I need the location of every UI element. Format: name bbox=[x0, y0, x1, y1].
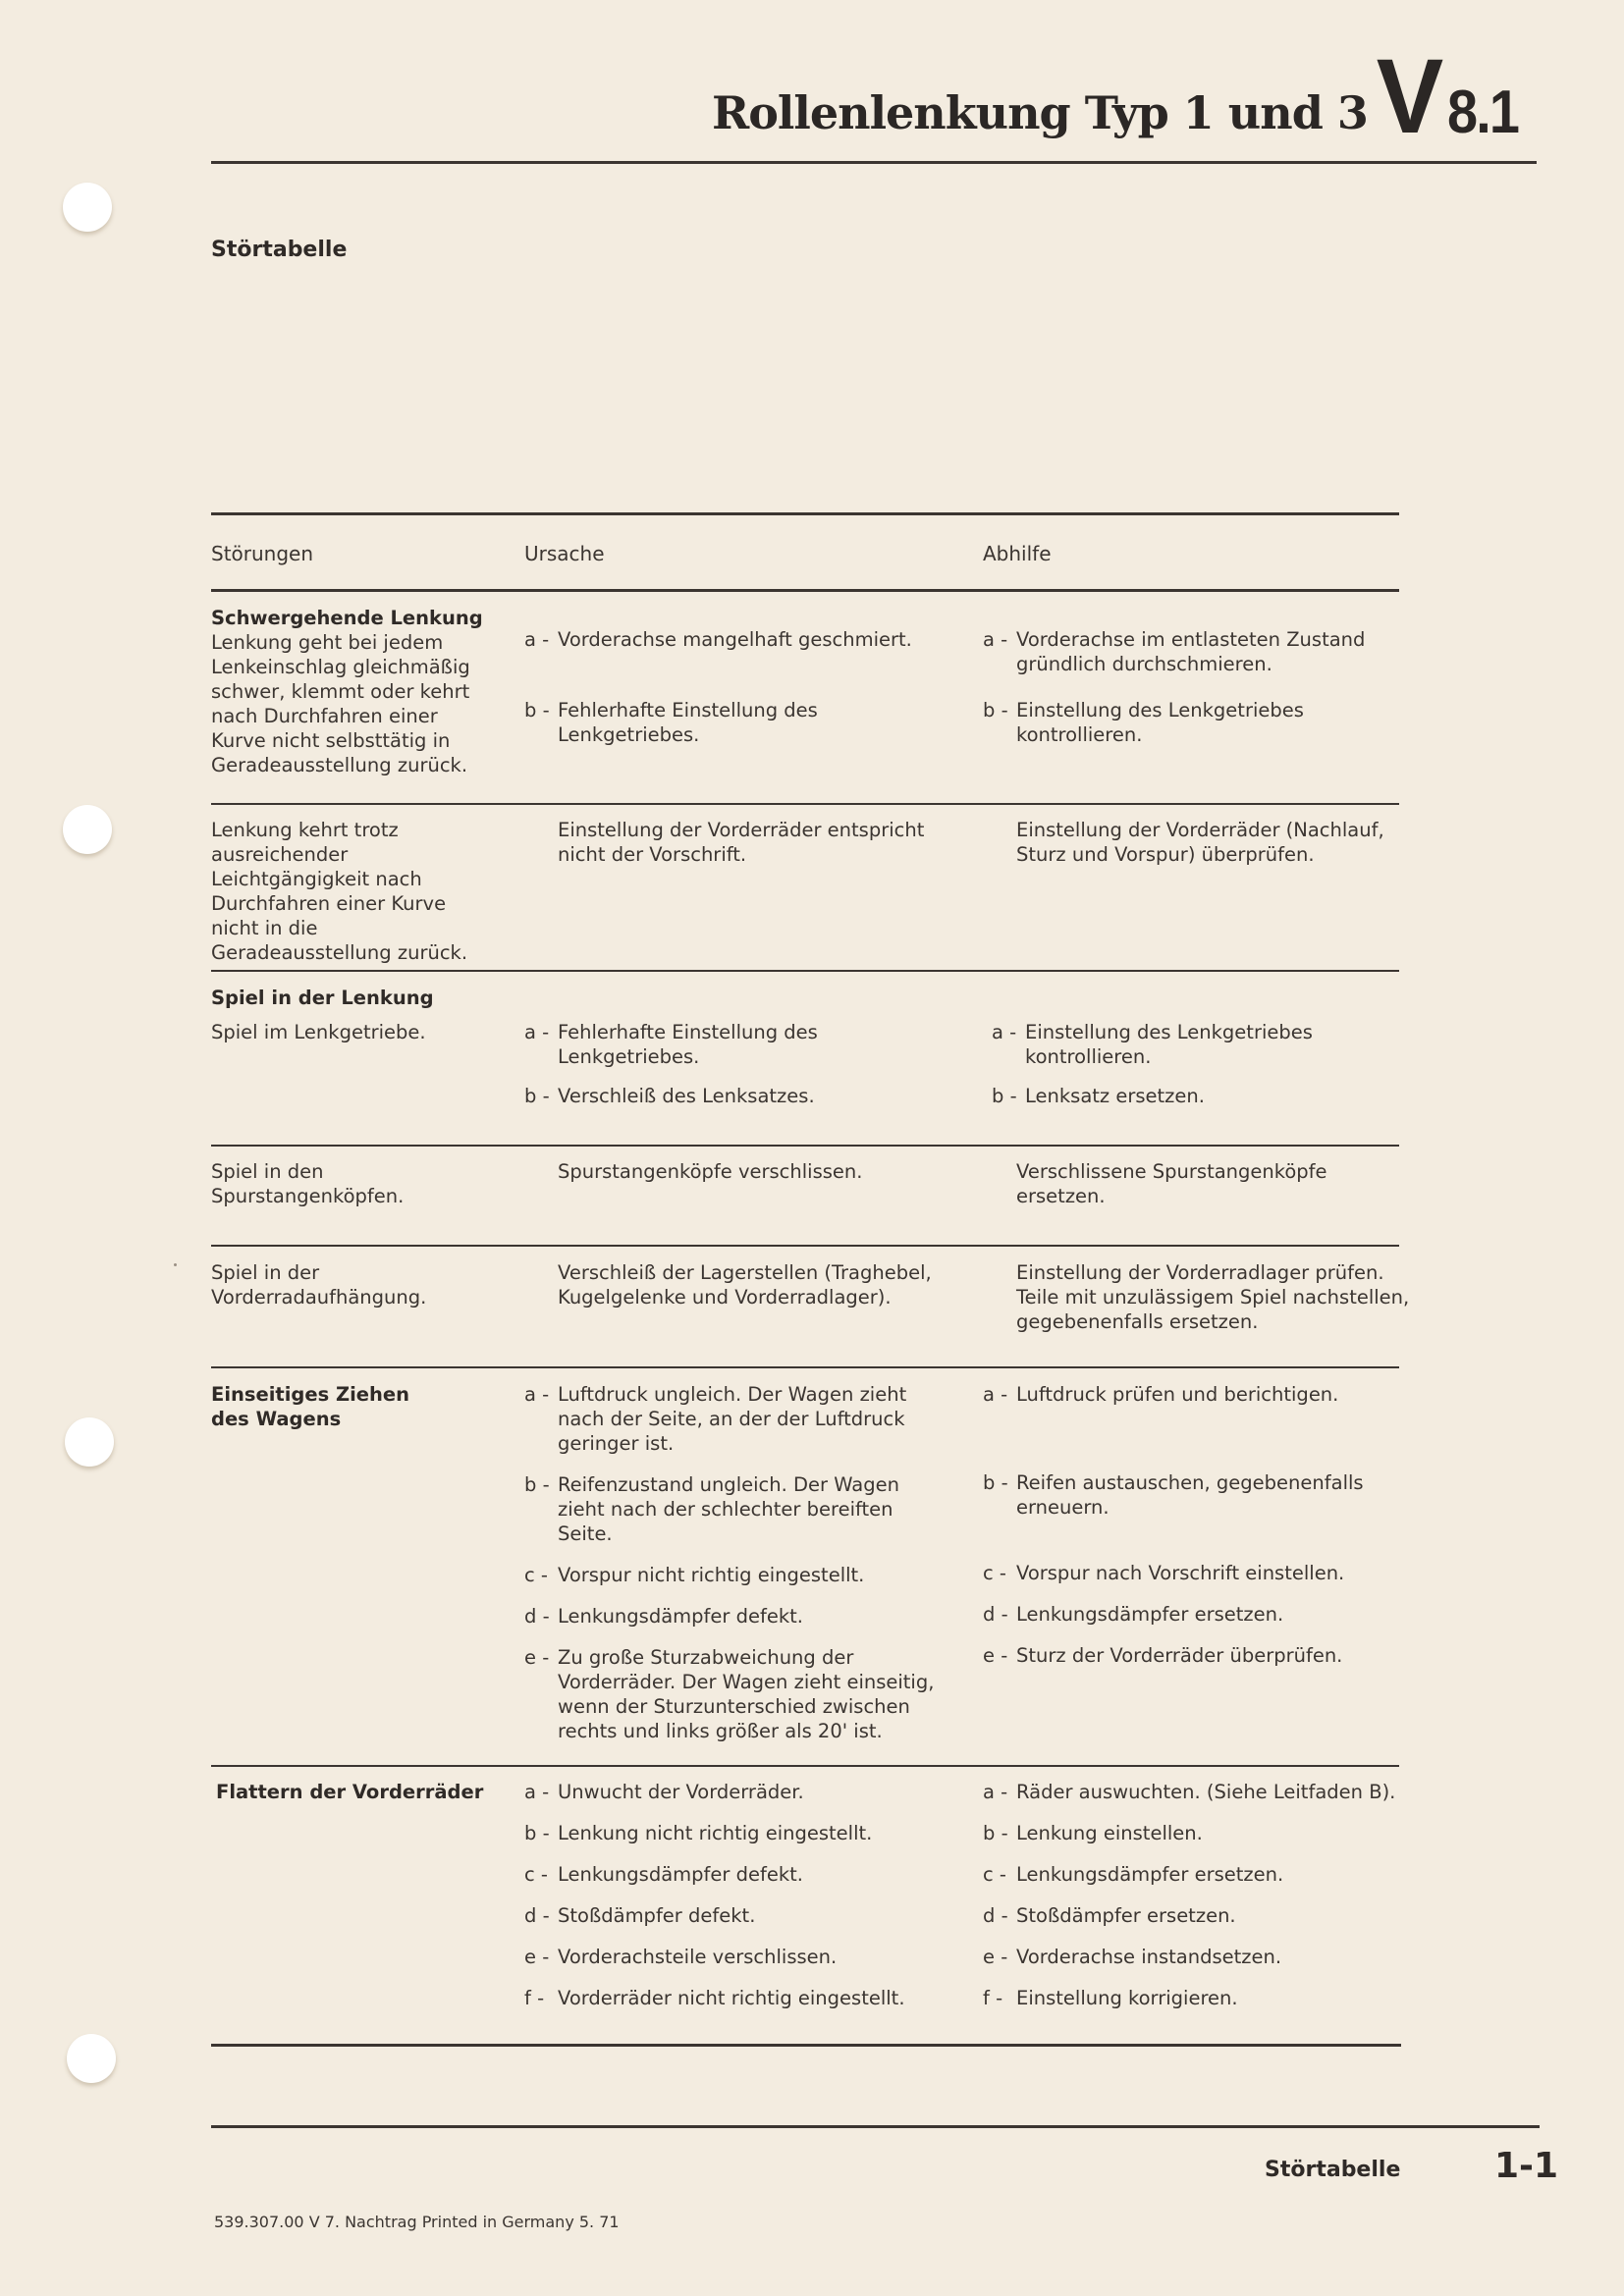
column-header-stoerungen: Störungen bbox=[211, 542, 314, 565]
abhilfe-item: e - Sturz der Vorderräder überprüfen. bbox=[983, 1644, 1343, 1667]
ursache-item: a - Vorderachse mangelhaft geschmiert. bbox=[524, 628, 912, 651]
ursache-item: c - Lenkungsdämpfer defekt. bbox=[524, 1863, 803, 1886]
table-top-rule bbox=[211, 512, 1399, 515]
imprint-line: 539.307.00 V 7. Nachtrag Printed in Germany 5. 71 bbox=[214, 2213, 620, 2231]
abhilfe-item: a - Luftdruck prüfen und berichtigen. bbox=[983, 1383, 1339, 1406]
row-divider bbox=[211, 1366, 1399, 1368]
ursache-item: a - Fehlerhafte Einstellung des Lenkgetriebes. bbox=[524, 1021, 818, 1068]
ursache-item: e - Zu große Sturzabweichung der Vorderräder. Der Wagen zieht einseitig, wenn der Sturzunterschied zwischen rechts und links größer als 20' ist. bbox=[524, 1646, 935, 1742]
abhilfe-text: Einstellung der Vorderradlager prüfen. Teile mit unzulässigem Spiel nachstellen, gegebenenfalls ersetzen. bbox=[1016, 1261, 1410, 1333]
stoerung-text: Lenkung geht bei jedem Lenkeinschlag gleichmäßig schwer, klemmt oder kehrt nach Durchfahren einer Kurve nicht selbsttätig in Geradeausstellung zurück. bbox=[211, 631, 470, 776]
abhilfe-item: c - Vorspur nach Vorschrift einstellen. bbox=[983, 1562, 1345, 1584]
row-divider bbox=[211, 1245, 1399, 1247]
ursache-item: a - Unwucht der Vorderräder. bbox=[524, 1781, 804, 1803]
ursache-item: e - Vorderachsteile verschlissen. bbox=[524, 1946, 838, 1968]
abhilfe-item: a - Räder auswuchten. (Siehe Leitfaden B). bbox=[983, 1781, 1396, 1803]
row-heading: Schwergehende Lenkung bbox=[211, 607, 483, 629]
ursache-item: b - Reifenzustand ungleich. Der Wagen zieht nach der schlechter bereiften Seite. bbox=[524, 1473, 899, 1545]
section-title: Störtabelle bbox=[211, 238, 348, 262]
row-heading: Flattern der Vorderräder bbox=[216, 1781, 484, 1803]
stoerung-text: Spiel in der Vorderradaufhängung. bbox=[211, 1261, 427, 1308]
chapter-number: 8.1 bbox=[1447, 79, 1519, 146]
abhilfe-item: d - Lenkungsdämpfer ersetzen. bbox=[983, 1603, 1284, 1626]
abhilfe-item: a - Vorderachse im entlasteten Zustand gründlich durchschmieren. bbox=[983, 628, 1366, 675]
ursache-item: c - Vorspur nicht richtig eingestellt. bbox=[524, 1564, 865, 1586]
stoerung-text: Lenkung kehrt trotz ausreichender Leichtgängigkeit nach Durchfahren einer Kurve nicht in die Geradeausstellung zurück. bbox=[211, 819, 468, 964]
ursache-item: b - Lenkung nicht richtig eingestellt. bbox=[524, 1822, 873, 1844]
stoerung-text: Spiel in den Spurstangenköpfen. bbox=[211, 1160, 405, 1207]
ursache-text: Spurstangenköpfe verschlissen. bbox=[558, 1160, 863, 1183]
row-heading: Einseitiges Ziehen des Wagens bbox=[211, 1383, 410, 1430]
punch-hole bbox=[67, 2034, 116, 2083]
punch-hole bbox=[63, 183, 112, 232]
abhilfe-text: Einstellung der Vorderräder (Nachlauf, Sturz und Vorspur) überprüfen. bbox=[1016, 819, 1384, 866]
row-divider bbox=[211, 803, 1399, 805]
stoerung-text: Spiel im Lenkgetriebe. bbox=[211, 1021, 426, 1043]
ursache-item: b - Fehlerhafte Einstellung des Lenkgetriebes. bbox=[524, 699, 818, 746]
ursache-item: b - Verschleiß des Lenksatzes. bbox=[524, 1085, 815, 1107]
row-divider bbox=[211, 1145, 1399, 1147]
page-number: 1-1 bbox=[1494, 2146, 1559, 2186]
abhilfe-item: c - Lenkungsdämpfer ersetzen. bbox=[983, 1863, 1284, 1886]
abhilfe-text: Verschlissene Spurstangenköpfe ersetzen. bbox=[1016, 1160, 1327, 1207]
footer-section-title: Störtabelle bbox=[1265, 2158, 1401, 2182]
table-bottom-rule bbox=[211, 2044, 1401, 2047]
column-header-abhilfe: Abhilfe bbox=[983, 542, 1052, 565]
header-rule bbox=[211, 161, 1537, 164]
punch-hole bbox=[63, 805, 112, 854]
row-divider bbox=[211, 970, 1399, 972]
chapter-letter: V bbox=[1376, 36, 1444, 155]
ursache-text: Einstellung der Vorderräder entspricht nicht der Vorschrift. bbox=[558, 819, 925, 866]
punch-hole bbox=[65, 1417, 114, 1467]
page-title: Rollenlenkung Typ 1 und 3 bbox=[712, 86, 1368, 139]
abhilfe-item: b - Reifen austauschen, gegebenenfalls erneuern. bbox=[983, 1471, 1364, 1519]
table-header-rule bbox=[211, 589, 1399, 592]
row-heading: Spiel in der Lenkung bbox=[211, 987, 434, 1009]
chapter-code bbox=[1375, 36, 1526, 155]
column-header-ursache: Ursache bbox=[524, 542, 605, 565]
abhilfe-item: b - Lenksatz ersetzen. bbox=[992, 1085, 1205, 1107]
abhilfe-item: f - Einstellung korrigieren. bbox=[983, 1987, 1238, 2009]
ursache-item: d - Lenkungsdämpfer defekt. bbox=[524, 1605, 803, 1628]
ursache-text: Verschleiß der Lagerstellen (Traghebel, Kugelgelenke und Vorderradlager). bbox=[558, 1261, 932, 1308]
abhilfe-item: d - Stoßdämpfer ersetzen. bbox=[983, 1904, 1236, 1927]
abhilfe-item: a - Einstellung des Lenkgetriebes kontrollieren. bbox=[992, 1021, 1313, 1068]
abhilfe-item: b - Lenkung einstellen. bbox=[983, 1822, 1203, 1844]
ursache-item: d - Stoßdämpfer defekt. bbox=[524, 1904, 756, 1927]
abhilfe-item: b - Einstellung des Lenkgetriebes kontrollieren. bbox=[983, 699, 1304, 746]
print-speck bbox=[174, 1263, 177, 1266]
abhilfe-item: e - Vorderachse instandsetzen. bbox=[983, 1946, 1282, 1968]
footer-rule bbox=[211, 2125, 1540, 2128]
row-divider bbox=[211, 1765, 1399, 1767]
ursache-item: a - Luftdruck ungleich. Der Wagen zieht nach der Seite, an der der Luftdruck geringer ist. bbox=[524, 1383, 907, 1455]
ursache-item: f - Vorderräder nicht richtig eingestellt. bbox=[524, 1987, 905, 2009]
